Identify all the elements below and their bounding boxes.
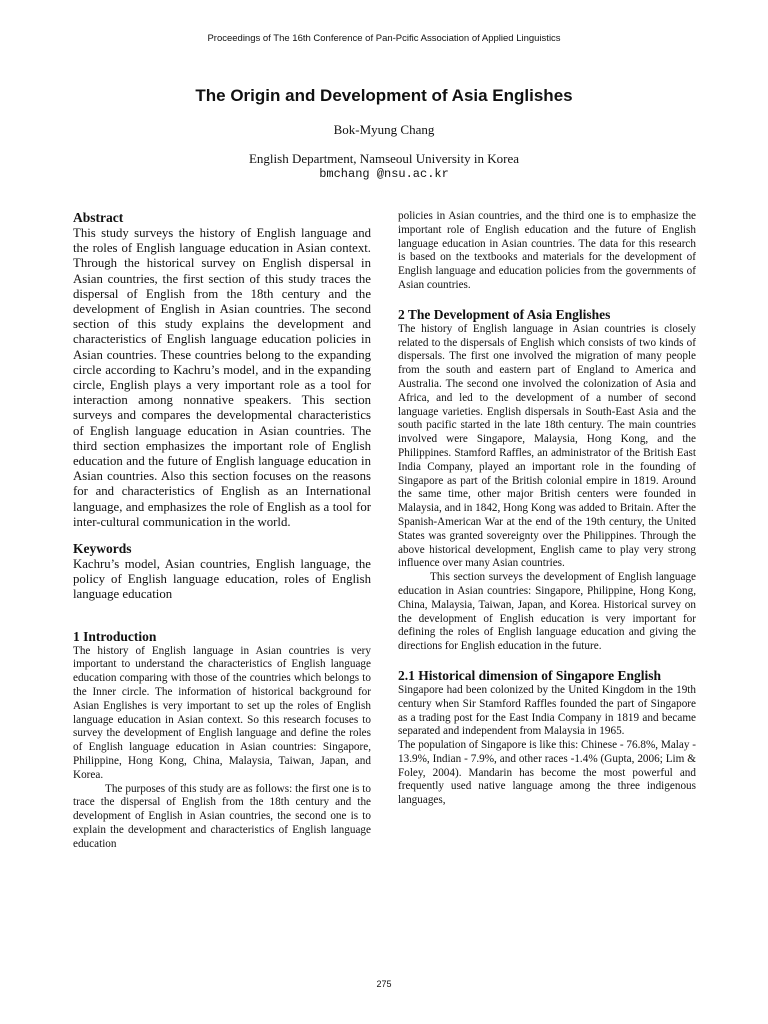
abstract-heading: Abstract	[73, 210, 124, 225]
introduction-heading: 1 Introduction	[73, 628, 157, 644]
page-number: 275	[376, 979, 392, 989]
section-2-paragraph-1: The history of English language in Asian countries is closely related to the dispersals of English which consists of two kinds of dispersals. The first one involved the migration of many people from the south and eastern part of England to America and Australia. The second one involved the colonization of Asia and Africa, and led to the development of a number of second language varieties. English dispersals in South-East Asia and the south pacific started in the late 18th century. The main countries involved were Singapore, Malaysia, Hong Kong, and the Philippines. Stamford Raffles, an administrator of the British East India Company, played an important role in the founding of Singapore as part of the British colonial empire in 1819. Around the same time, other major British centers were founded in Malaysia, and in 1842, Hong Kong was added to Britain. After the Spanish-American War at the end of the 19th century, the United States was granted sovereignty over the Philippines. Through the above historical development, English came to play very strong influence over many Asian countries.	[398, 322, 696, 570]
introduction-paragraph-2: The purposes of this study are as follows: the first one is to trace the dispersal of English from the 18th century and the development of English in Asian countries, the second one is to explain the development and characteristics of English language education	[73, 782, 371, 850]
section-2-1-paragraph-2: The population of Singapore is like this: Chinese - 76.8%, Malay - 13.9%, Indian - 7.9%, and other races -1.4% (Gupta, 2006; Lim & Foley, 2004). Mandarin has become the most powerful and frequently used native language among the three indigenous languages,	[398, 739, 696, 807]
left-column	[73, 210, 371, 852]
proceedings-header: Proceedings of The 16th Conference of Pan-Pcific Association of Applied Linguistics	[207, 33, 561, 44]
keywords-heading: Keywords	[73, 541, 132, 557]
section-2-heading: 2 The Development of Asia Englishes	[398, 306, 611, 322]
author-name: Bok-Myung Chang	[333, 122, 435, 137]
section-2-paragraph-2: This section surveys the development of English language education in Asian countries: Singapore, Philippine, Hong Kong, China, Malaysia, Taiwan, Japan, and Korea. Historical survey on the development of English education is very important for defining the roles of English language education and giving the directions for English education in the future.	[398, 571, 696, 653]
section-2-1-paragraph-1: Singapore had been colonized by the United Kingdom in the 19th century when Sir Stamford Raffles founded the part of Singapore as a trading post for the East India Company in 1819 and became separated and independent from Malaysia in 1965.	[398, 683, 696, 738]
keywords-text: Kachru’s model, Asian countries, English language, the policy of English language education, roles of English language education	[73, 557, 371, 602]
paper-title: The Origin and Development of Asia Englishes	[195, 86, 573, 105]
abstract-text: This study surveys the history of English language and the roles of English language education in Asian context. Through the historical survey on English dispersal in Asian countries, the first section of this study traces the dispersal of English from the 18th century and the development of English in Asian countries. The second section of this study explains the development and characteristics of English language education policies in Asian countries. These countries belong to the expanding circle according to Kachru’s model, and in the expanding circle, English plays a very important role as a tool for interaction among nonnative speakers. This section surveys and compares the developmental characteristics of English language education in Asian countries. The third section emphasizes the important role of English education and the future of English language education in Asian countries. Also this section focuses on the reasons for and characteristics of English as an International language, and emphasizes the role of English as a tool for inter-cultural communication in the world.	[73, 226, 371, 529]
section-2-1-heading: 2.1 Historical dimension of Singapore English	[398, 667, 662, 683]
author-email: bmchang @nsu.ac.kr	[319, 167, 449, 181]
right-column	[398, 210, 696, 808]
author-affiliation: English Department, Namseoul University in Korea	[248, 151, 520, 166]
introduction-paragraph-1: The history of English language in Asian countries is very important to understand the characteristics of English language education comparing with those of the countries which belongs to the Inner circle. The information of historical background for Asian Englishes is very important to set up the roles of English language education in Asian context. So this research focuses to survey the development of English language and define the roles of English language education in Asian countries: Singapore, Philippine, Hong Kong, China, Malaysia, Taiwan, Japan, and Korea.	[73, 644, 371, 781]
introduction-paragraph-2-continued: policies in Asian countries, and the third one is to emphasize the important role of English education and the future of English language education in Asian countries. The data for this research is based on the textbooks and materials for the development of English language and education policies from the governments of Asian countries.	[398, 210, 696, 291]
